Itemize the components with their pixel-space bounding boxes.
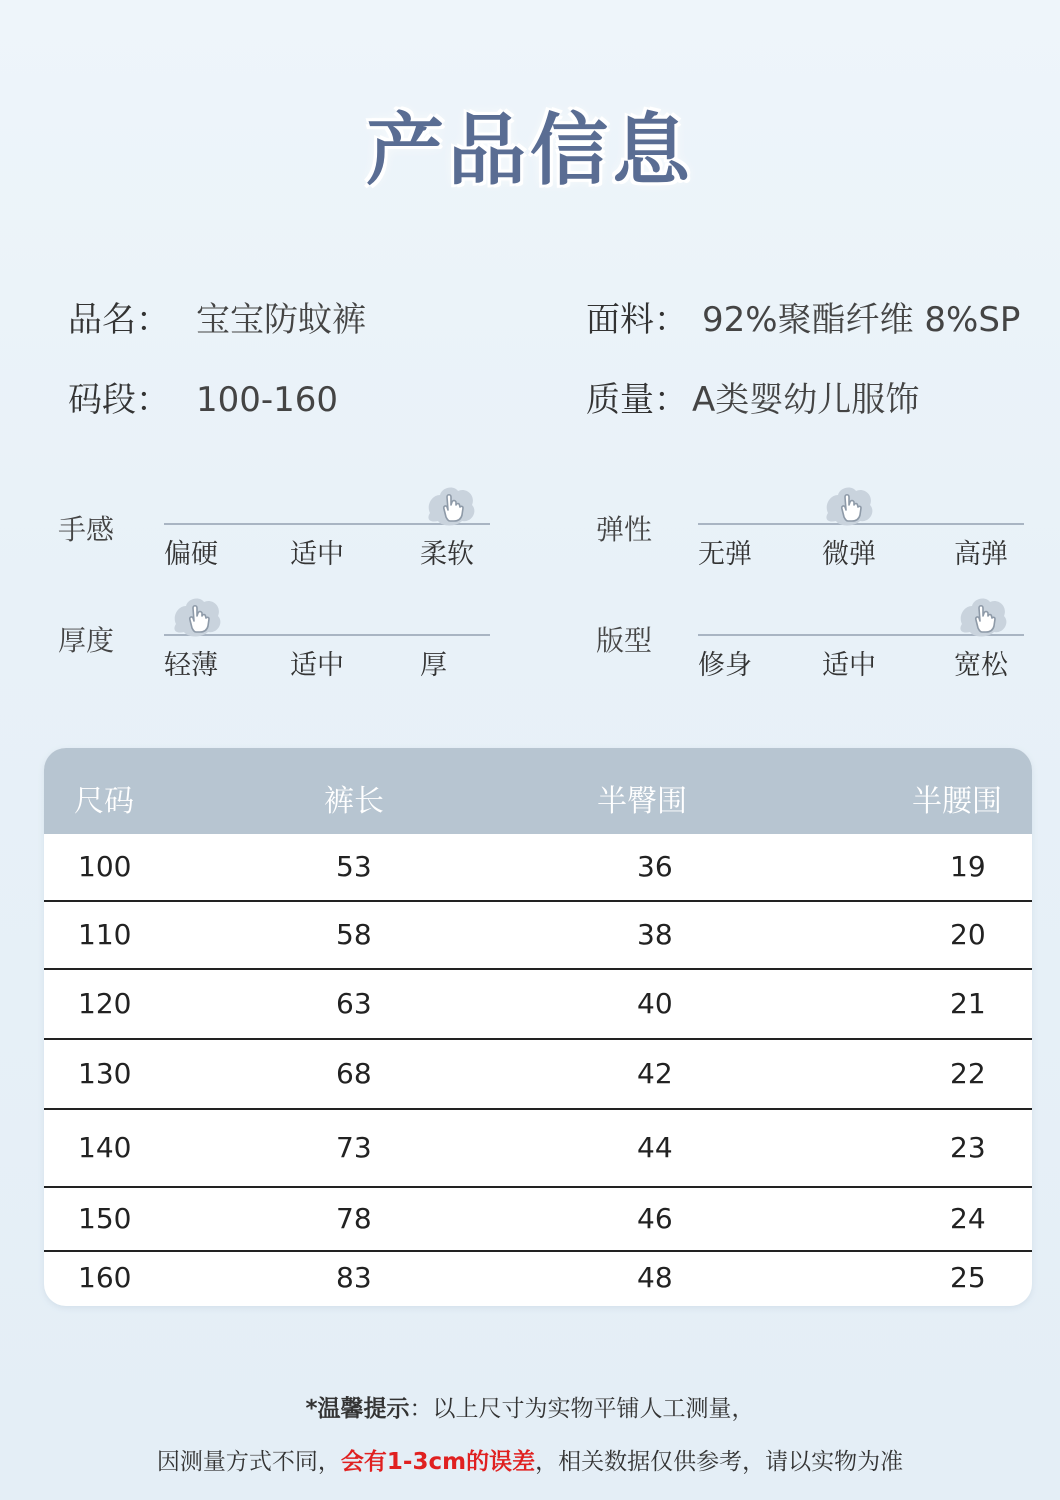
table-cell: 53 bbox=[336, 850, 372, 883]
attribute-option: 修身 bbox=[698, 650, 752, 681]
table-row bbox=[44, 970, 1032, 1040]
fabric bbox=[586, 292, 1020, 341]
page-title: 产品信息 bbox=[365, 106, 694, 196]
table-cell: 40 bbox=[637, 987, 673, 1020]
table-cell: 160 bbox=[78, 1261, 132, 1294]
tip-title: *温馨提示 bbox=[305, 1396, 410, 1422]
attribute-option: 无弹 bbox=[698, 539, 752, 570]
table-cell: 44 bbox=[637, 1131, 673, 1164]
table-cell: 24 bbox=[950, 1202, 986, 1235]
header-hip: 半臀围 bbox=[597, 784, 687, 819]
table-cell: 110 bbox=[78, 918, 132, 951]
attribute-option: 微弹 bbox=[822, 539, 876, 570]
fabric-label: 面料： bbox=[586, 300, 688, 340]
size-range-label: 码段： bbox=[68, 380, 170, 420]
attribute-option: 高弹 bbox=[954, 539, 1008, 570]
table-cell: 36 bbox=[637, 850, 673, 883]
header-length: 裤长 bbox=[324, 784, 384, 819]
attribute-label: 弹性 bbox=[596, 513, 653, 546]
table-cell: 20 bbox=[950, 918, 986, 951]
tip-text-2a: 因测量方式不同， bbox=[156, 1449, 341, 1475]
table-cell: 68 bbox=[336, 1057, 372, 1090]
quality bbox=[586, 372, 919, 421]
table-cell: 42 bbox=[637, 1057, 673, 1090]
attribute-label: 版型 bbox=[596, 624, 653, 657]
attribute-option: 适中 bbox=[290, 539, 344, 570]
attribute-option: 轻薄 bbox=[164, 650, 218, 681]
table-cell: 78 bbox=[336, 1202, 372, 1235]
table-cell: 83 bbox=[336, 1261, 372, 1294]
table-row bbox=[44, 1040, 1032, 1110]
attribute-label: 厚度 bbox=[58, 624, 115, 657]
tip-text-1: ：以上尺寸为实物平铺人工测量， bbox=[409, 1396, 755, 1422]
attribute-option: 厚 bbox=[420, 650, 447, 681]
attribute-option: 宽松 bbox=[954, 650, 1008, 681]
table-cell: 150 bbox=[78, 1202, 132, 1235]
table-cell: 130 bbox=[78, 1057, 132, 1090]
product-name-label: 品名： bbox=[68, 300, 170, 340]
pointer-hand-icon bbox=[956, 594, 1010, 638]
attribute-option: 偏硬 bbox=[164, 539, 218, 570]
table-cell: 38 bbox=[637, 918, 673, 951]
attribute-label: 手感 bbox=[58, 513, 115, 546]
table-cell: 140 bbox=[78, 1131, 132, 1164]
pointer-hand-icon bbox=[822, 483, 876, 527]
table-row bbox=[44, 1188, 1032, 1252]
pointer-hand-icon bbox=[424, 483, 478, 527]
tip-text-2b: ，相关数据仅供参考，请以实物为准 bbox=[535, 1449, 904, 1475]
table-cell: 63 bbox=[336, 987, 372, 1020]
quality-value: A类婴幼儿服饰 bbox=[692, 380, 920, 420]
quality-label: 质量： bbox=[586, 380, 688, 420]
size-range-value: 100-160 bbox=[196, 380, 339, 420]
table-cell: 48 bbox=[637, 1261, 673, 1294]
tip-line-2 bbox=[0, 1443, 1060, 1476]
product-name bbox=[68, 292, 366, 341]
attribute-option: 柔软 bbox=[420, 539, 474, 570]
table-cell: 58 bbox=[336, 918, 372, 951]
size-range bbox=[68, 372, 338, 421]
fabric-value: 92%聚酯纤维 8%SP bbox=[702, 300, 1021, 340]
tip-warning: 会有1-3cm的误差 bbox=[340, 1449, 536, 1475]
attribute-option: 适中 bbox=[822, 650, 876, 681]
header-waist: 半腰围 bbox=[912, 784, 1002, 819]
table-row bbox=[44, 834, 1032, 902]
table-cell: 100 bbox=[78, 850, 132, 883]
table-row bbox=[44, 902, 1032, 970]
product-name-value: 宝宝防蚊裤 bbox=[196, 300, 366, 340]
table-row bbox=[44, 1252, 1032, 1306]
size-table bbox=[44, 748, 1032, 1306]
header-size: 尺码 bbox=[74, 784, 134, 819]
pointer-hand-icon bbox=[170, 594, 224, 638]
table-cell: 120 bbox=[78, 987, 132, 1020]
table-row bbox=[44, 1110, 1032, 1188]
table-header bbox=[44, 748, 1032, 834]
table-cell: 19 bbox=[950, 850, 986, 883]
table-cell: 46 bbox=[637, 1202, 673, 1235]
table-cell: 23 bbox=[950, 1131, 986, 1164]
table-cell: 22 bbox=[950, 1057, 986, 1090]
table-cell: 21 bbox=[950, 987, 986, 1020]
tip-line-1 bbox=[0, 1390, 1060, 1423]
table-cell: 73 bbox=[336, 1131, 372, 1164]
attribute-option: 适中 bbox=[290, 650, 344, 681]
table-cell: 25 bbox=[950, 1261, 986, 1294]
